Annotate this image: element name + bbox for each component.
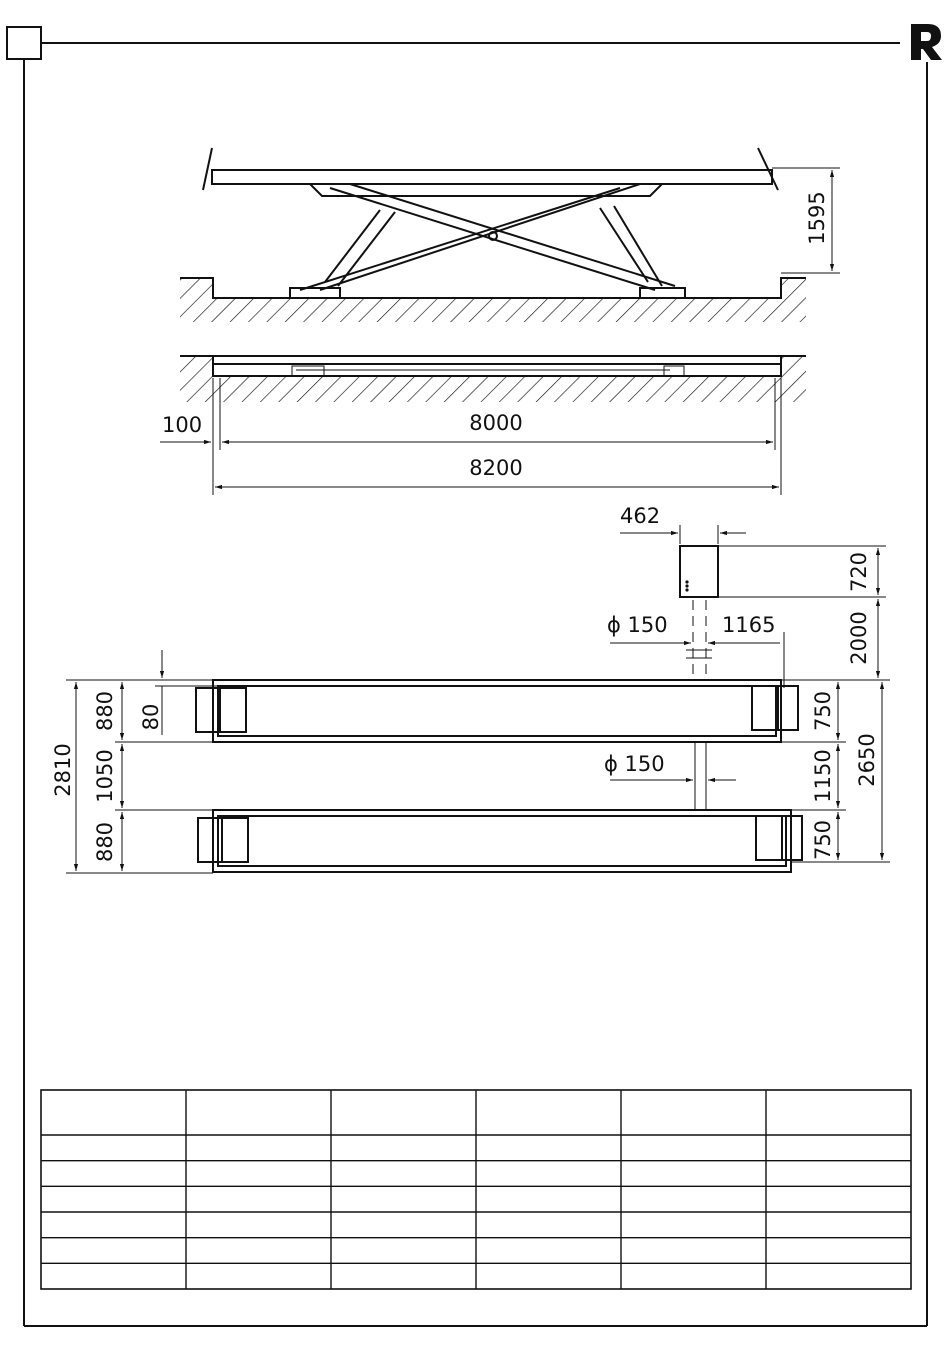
dim-edge-offset: 80	[139, 703, 163, 731]
dim-runway-top-width: 880	[93, 690, 117, 732]
dim-gap: 1050	[93, 749, 117, 803]
plan-view	[51, 650, 890, 873]
brand-logo	[0, 0, 942, 60]
dim-outer-length: 8200	[469, 456, 523, 480]
dim-lift-height: 1595	[805, 191, 829, 245]
dim-console-width: 462	[620, 504, 661, 528]
dim-right-total: 2650	[855, 733, 879, 787]
dim-right-runway-top: 750	[811, 690, 835, 732]
brand-logo-letter: R	[0, 0, 1, 1]
dim-total-width: 2810	[51, 743, 75, 797]
dim-console-depth: 720	[847, 551, 871, 593]
dim-inner-length: 8000	[469, 411, 523, 435]
page-frame	[7, 27, 927, 1326]
dim-offset: 100	[162, 413, 203, 437]
side-view-raised	[180, 148, 840, 322]
side-view-lowered	[160, 356, 806, 495]
dim-center-gap: 1150	[811, 749, 835, 803]
dim-channel-diameter: ϕ 150	[604, 752, 665, 776]
dim-runway-bottom-width: 880	[93, 821, 117, 863]
runway-top	[213, 680, 781, 742]
dim-pipe-offset: 1165	[722, 613, 776, 637]
runway-bottom	[213, 810, 791, 872]
dim-right-runway-bottom: 750	[811, 819, 835, 861]
page-number-box	[7, 27, 41, 59]
spec-table	[41, 1090, 911, 1289]
dim-pipe-diameter: ϕ 150	[607, 613, 668, 637]
control-console	[607, 504, 886, 688]
dim-console-distance: 2000	[847, 611, 871, 665]
